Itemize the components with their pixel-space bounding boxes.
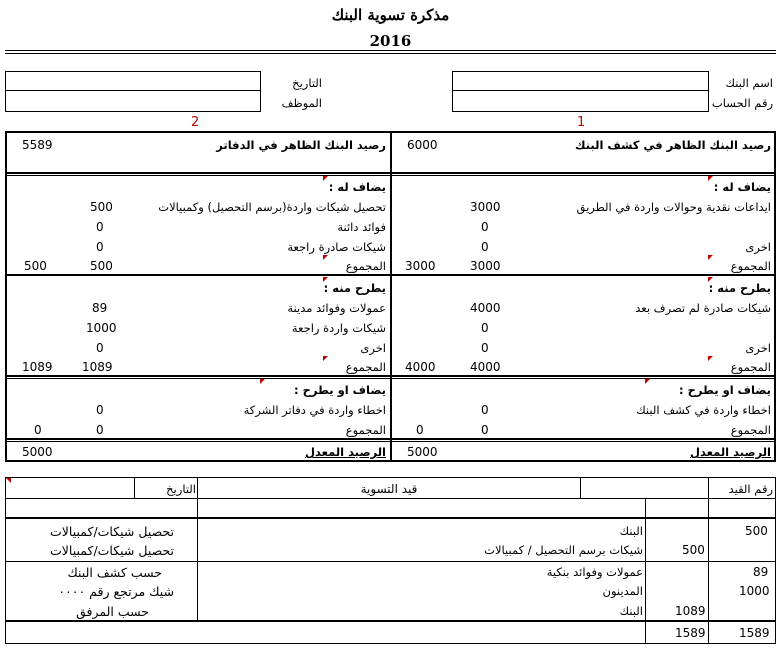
left-balance-value: 5589 [22,138,53,152]
right-addsub-item-1: اخطاء واردة في كشف البنك [636,403,771,417]
bank-name-input[interactable] [452,71,709,91]
left-sub-total-label: المجموع [345,360,386,374]
journal-col-divider-2 [580,477,581,499]
date-input[interactable] [5,71,261,91]
journal-entry2-rule [5,620,776,622]
right-sub-value-3: 0 [481,341,489,355]
right-adjusted-label: الرصيد المعدل [690,445,771,459]
left-sub-value-2: 1000 [86,321,117,335]
left-addsub-total-value: 0 [96,423,104,437]
right-addsub-total-value: 0 [481,423,489,437]
right-sub-total-value: 4000 [470,360,501,374]
journal-e1-note-1: تحصيل شيكات/كمبيالات [50,524,174,539]
right-add-value-1: 3000 [470,200,501,214]
account-no-input[interactable] [452,91,709,112]
comment-marker [323,176,328,181]
journal-e2-line-3: البنك [619,604,643,618]
journal-total-debit: 1589 [739,626,770,640]
left-add-title: يضاف له : [328,180,386,194]
journal-e1-note-2: تحصيل شيكات/كمبيالات [50,543,174,558]
right-addsub-title: يضاف او يطرح : [679,383,771,397]
employee-label: الموظف [281,96,322,110]
left-add-total-running: 500 [24,259,47,273]
bank-name-label: اسم البنك [725,76,773,90]
employee-input[interactable] [5,91,261,112]
left-add-total-value: 500 [90,259,113,273]
journal-e2-no-1: 89 [753,565,769,579]
right-add-item-1: ايداعات نقدية وحوالات واردة في الطريق [576,200,771,214]
left-addsub-total-label: المجموع [345,423,386,437]
left-adjusted-label: الرصيد المعدل [305,445,386,459]
journal-e2-no-2: 1000 [739,584,770,598]
date-label: التاريخ [292,76,322,90]
journal-e2-note-3: حسب المرفق [76,604,149,619]
page-title: مذكرة تسوية البنك [331,6,450,24]
left-balance-label: رصيد البنك الظاهر في الدفاتر [216,138,386,152]
right-sub-item-3: اخرى [745,341,771,355]
journal-col-divider-5 [134,477,135,499]
left-add-total-label: المجموع [345,259,386,273]
left-sub-value-3: 0 [96,341,104,355]
journal-e1-line-2: شيكات برسم التحصيل / كمبيالات [484,543,643,557]
comment-marker [323,356,328,361]
comment-marker [323,255,328,260]
journal-col-divider-1 [708,477,709,644]
right-add-total-running: 3000 [405,259,436,273]
comment-marker [708,255,713,260]
left-sub-title: يطرح منه : [323,281,386,295]
left-sub-total-value: 1089 [82,360,113,374]
comment-marker [260,379,265,384]
section-rule-1 [5,172,776,174]
left-addsub-total-running: 0 [34,423,42,437]
journal-col-entry-no: رقم القيد [728,482,773,496]
right-addsub-total-running: 0 [416,423,424,437]
left-adjusted-value: 5000 [22,445,53,459]
left-sub-total-running: 1089 [22,360,53,374]
comment-marker [708,356,713,361]
left-add-item-2: فوائد دائنة [337,220,386,234]
journal-col-entry: قيد التسوية [360,482,418,496]
account-no-label: رقم الحساب [711,96,773,110]
journal-total-credit: 1589 [675,626,706,640]
left-addsub-value-1: 0 [96,403,104,417]
comment-marker [708,176,713,181]
journal-e2-line-1: عمولات وفوائد بنكية [546,565,643,579]
left-addsub-item-1: اخطاء واردة في دفاتر الشركة [243,403,386,417]
journal-e2-note-1: حسب كشف البنك [67,565,162,580]
left-sub-item-1: عمولات وفوائد مدينة [287,301,386,315]
left-addsub-title: يضاف او يطرح : [294,383,386,397]
journal-e1-credit: 500 [682,543,705,557]
right-sub-total-label: المجموع [730,360,771,374]
left-add-item-3: شيكات صادرة راجعة [287,240,386,254]
right-addsub-value-1: 0 [481,403,489,417]
section-rule-3 [5,375,776,377]
journal-e1-no: 500 [745,524,768,538]
title-divider-top [5,50,776,51]
right-add-item-3: اخرى [745,240,771,254]
marker-two: 2 [191,115,200,130]
right-adjusted-value: 5000 [407,445,438,459]
right-sub-value-1: 4000 [470,301,501,315]
left-sub-item-2: شيكات واردة راجعة [291,321,386,335]
journal-e2-credit: 1089 [675,604,706,618]
section-rule-3b [5,378,776,379]
right-balance-label: رصيد البنك الظاهر في كشف البنك [575,138,771,152]
left-add-item-1: تحصيل شيكات واردة(برسم التحصيل) وكمبيالات [158,200,386,214]
comment-marker [6,478,11,483]
journal-col-date: التاريخ [166,482,196,496]
journal-header-rule [5,498,776,499]
journal-col-divider-4 [197,477,198,621]
comment-marker [708,277,713,282]
journal-e2-note-2: شيك مرتجع رقم ٠٠٠٠ [58,584,174,599]
journal-e1-line-1: البنك [619,524,643,538]
section-rule-2 [5,274,776,276]
left-sub-item-3: اخرى [360,341,386,355]
right-add-title: يضاف له : [713,180,771,194]
reconciliation-divider [390,131,392,462]
page-year: 2016 [369,32,412,50]
right-addsub-total-label: المجموع [730,423,771,437]
left-add-value-1: 500 [90,200,113,214]
right-add-total-value: 3000 [470,259,501,273]
section-rule-4 [5,438,776,440]
marker-one: 1 [577,115,586,130]
right-sub-total-running: 4000 [405,360,436,374]
section-rule-1b [5,175,776,176]
right-sub-item-1: شيكات صادرة لم تصرف بعد [635,301,771,315]
left-sub-value-1: 89 [92,301,108,315]
section-rule-4b [5,441,776,442]
right-sub-title: يطرح منه : [708,281,771,295]
journal-subheader-rule [5,517,776,519]
comment-marker [645,379,650,384]
right-add-value-2: 0 [481,220,489,234]
right-sub-value-2: 0 [481,321,489,335]
journal-entry1-rule [5,561,776,562]
journal-col-divider-3 [645,499,646,644]
right-balance-value: 6000 [407,138,438,152]
right-add-value-3: 0 [481,240,489,254]
right-add-total-label: المجموع [730,259,771,273]
journal-e2-line-2: المدينون [602,584,643,598]
title-divider-bottom [5,53,776,54]
comment-marker [323,277,328,282]
left-add-value-3: 0 [96,240,104,254]
left-add-value-2: 0 [96,220,104,234]
